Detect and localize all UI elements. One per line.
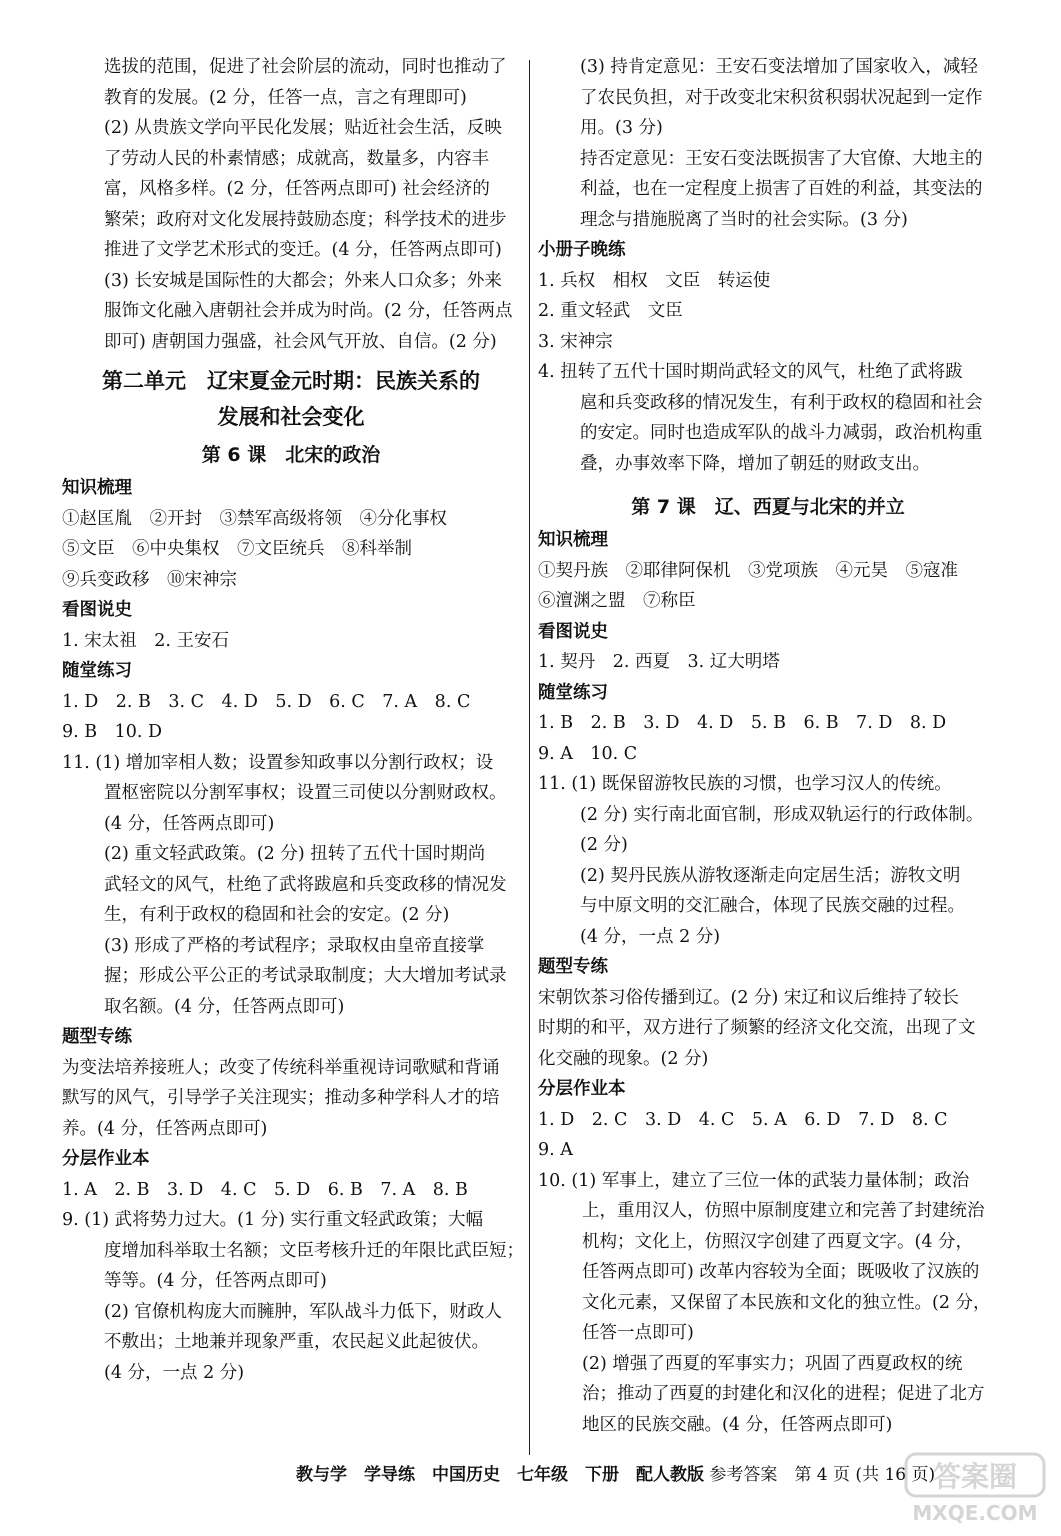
unit-title: 第二单元 辽宋夏金元时期：民族关系的 (102, 369, 480, 393)
answer-line: 等等。(4 分，任答两点即可) (104, 1271, 327, 1291)
answer-line: (2) 从贵族文学向平民化发展；贴近社会生活，反映 (104, 118, 502, 138)
answer-line: (2) 契丹民族从游牧逐渐走向定居生活；游牧文明 (580, 865, 961, 886)
lesson-title: 第 6 课 北宋的政治 (201, 444, 381, 466)
answer-line: 9. A 10. C (538, 743, 638, 764)
answer-line: 武轻文的风气，杜绝了武将跋扈和兵变政移的情况发 (104, 874, 507, 895)
left-column (62, 52, 524, 1388)
section-heading: 小册子晚练 (538, 240, 626, 260)
answer-line: 机构；文化上，仿照汉字创建了西夏文字。(4 分， (582, 1231, 974, 1252)
section-heading: 分层作业本 (62, 1149, 150, 1169)
answer-line: 即可) 唐朝国力强盛，社会风气开放、自信。(2 分) (104, 331, 497, 352)
section-heading: 看图说史 (538, 621, 608, 642)
answer-line: 文化元素，又保留了本民族和文化的独立性。(2 分， (582, 1292, 991, 1313)
answer-line: 2. 重文轻武 文臣 (538, 301, 683, 321)
answer-line: (2) 增强了西夏的军事实力；巩固了西夏政权的统 (582, 1353, 963, 1374)
section-heading: 题型专练 (62, 1027, 132, 1047)
answer-line: 3. 宋神宗 (538, 331, 613, 352)
section-heading: 随堂练习 (538, 682, 608, 703)
answer-line: 扈和兵变政移的情况发生，有利于政权的稳固和社会 (580, 392, 983, 413)
answer-line: 叠，办事效率下降，增加了朝廷的财政支出。 (580, 453, 930, 474)
answer-line: (3) 长安城是国际性的大都会；外来人口众多；外来 (104, 270, 502, 291)
answer-line: 地区的民族交融。(4 分，任答两点即可) (582, 1414, 893, 1435)
answer-line: 选拔的范围，促进了社会阶层的流动，同时也推动了 (104, 57, 507, 77)
answer-line: ①赵匡胤 ②开封 ③禁军高级将领 ④分化事权 (62, 508, 447, 529)
section-heading: 知识梳理 (62, 478, 132, 498)
answer-line: 度增加科举取士名额；文臣考核升迁的年限比武臣短； (104, 1240, 524, 1261)
answer-line: 了农民负担，对于改变北宋积贫积弱状况起到一定作 (580, 87, 983, 108)
footer-series: 教与学 学导练 中国历史 七年级 下册 配人教版 (296, 1465, 704, 1485)
answer-line: (4 分，任答两点即可) (104, 813, 275, 834)
answer-line: (2 分) 实行南北面官制，形成双轨运行的行政体制。 (580, 804, 984, 825)
answer-line: 持否定意见：王安石变法既损害了大官僚、大地主的 (580, 148, 983, 169)
answer-line: 默写的风气，引导学子关注现实；推动多种学科人才的培 (62, 1088, 500, 1108)
answer-line: 4. 扭转了五代十国时期尚武轻文的风气，杜绝了武将跋 (538, 362, 963, 382)
answer-line: 1. D 2. C 3. D 4. C 5. A 6. D 7. D 8. C (538, 1109, 948, 1130)
right-column (538, 52, 998, 1440)
section-heading: 题型专练 (538, 957, 608, 977)
answer-line: 与中原文明的交汇融合，体现了民族交融的过程。 (580, 896, 965, 916)
section-heading: 随堂练习 (62, 661, 132, 681)
answer-line: 9. B 10. D (62, 722, 163, 742)
answer-line: 治；推动了西夏的封建化和汉化的进程；促进了北方 (582, 1384, 985, 1404)
section-heading: 看图说史 (62, 600, 132, 620)
answer-line: 理念与措施脱离了当时的社会实际。(3 分) (580, 209, 908, 230)
answer-line: 时期的和平，双方进行了频繁的经济文化交流，出现了文 (538, 1018, 976, 1038)
unit-title: 发展和社会变化 (217, 405, 365, 429)
section-heading: 知识梳理 (538, 530, 608, 550)
watermark-top: 答案圈 (932, 1460, 1018, 1493)
answer-line: (2 分) (580, 835, 628, 855)
answer-line: 置枢密院以分割军事权；设置三司使以分割财政权。 (104, 783, 507, 803)
answer-line: 养。(4 分，任答两点即可) (62, 1118, 268, 1139)
answer-line: 利益，也在一定程度上损害了百姓的利益，其变法的 (580, 179, 983, 199)
answer-line: 为变法培养接班人；改变了传统科举重视诗词歌赋和背诵 (62, 1057, 500, 1078)
lesson-title: 第 7 课 辽、西夏与北宋的并立 (631, 496, 905, 518)
answer-line: (2) 官僚机构庞大而臃肿，军队战斗力低下，财政人 (104, 1301, 502, 1322)
answer-line: ⑤文臣 ⑥中央集权 ⑦文臣统兵 ⑧科举制 (62, 539, 412, 559)
answer-line: 上，重用汉人，仿照中原制度建立和完善了封建统治 (582, 1201, 985, 1221)
answer-line: ⑨兵变政移 ⑩宋神宗 (62, 569, 237, 590)
answer-line: 不敷出；土地兼并现象严重，农民起义此起彼伏。 (104, 1332, 489, 1352)
answer-line: 繁荣；政府对文化发展持鼓励态度；科学技术的进步 (104, 209, 507, 230)
answer-line: (2) 重文轻武政策。(2 分) 扭转了五代十国时期尚 (104, 844, 486, 864)
answer-line: (4 分，一点 2 分) (580, 926, 721, 947)
watermark-bottom: MXQE.COM (912, 1501, 1038, 1525)
answer-line: 1. 兵权 相权 文臣 转运使 (538, 270, 771, 291)
answer-line: 1. 宋太祖 2. 王安石 (62, 630, 230, 651)
answer-line: ①契丹族 ②耶律阿保机 ③党项族 ④元昊 ⑤寇准 (538, 560, 958, 581)
answer-line: 了劳动人民的朴素情感；成就高，数量多，内容丰 (104, 148, 489, 169)
answer-line: ⑥澶渊之盟 ⑦称臣 (538, 591, 696, 611)
answer-line: (3) 持肯定意见：王安石变法增加了国家收入，减轻 (580, 57, 978, 77)
answer-line: 富，风格多样。(2 分，任答两点即可) 社会经济的 (104, 179, 490, 199)
answer-line: 的安定。同时也造成军队的战斗力减弱，政治机构重 (580, 423, 983, 443)
answer-line: (4 分，一点 2 分) (104, 1362, 245, 1383)
answer-line: 取名额。(4 分，任答两点即可) (104, 996, 345, 1017)
column-divider (529, 60, 530, 1455)
answer-line: 1. B 2. B 3. D 4. D 5. B 6. B 7. D 8. D (538, 713, 947, 733)
answer-line: (3) 形成了严格的考试程序；录取权由皇帝直接掌 (104, 935, 485, 956)
answer-line: 化交融的现象。(2 分) (538, 1048, 709, 1069)
answer-line: 11. (1) 增加宰相人数；设置参知政事以分割行政权；设 (62, 752, 494, 773)
answer-line: 11. (1) 既保留游牧民族的习惯，也学习汉人的传统。 (538, 774, 952, 794)
answer-line: 宋朝饮茶习俗传播到辽。(2 分) 宋辽和议后维持了较长 (538, 987, 959, 1008)
answer-line: 任答一点即可) (582, 1323, 694, 1343)
answer-line: 9. A (538, 1140, 573, 1160)
answer-line: 教育的发展。(2 分，任答一点，言之有理即可) (104, 87, 467, 108)
footer-page: 参考答案 第 4 页 (共 16 页) (709, 1465, 936, 1485)
answer-line: 推进了文学艺术形式的变迁。(4 分，任答两点即可) (104, 240, 502, 260)
answer-line: 握；形成公平公正的考试录取制度；大大增加考试录 (104, 966, 507, 986)
answer-line: 任答两点即可) 改革内容较为全面；既吸收了汉族的 (582, 1262, 980, 1282)
answer-line: 1. 契丹 2. 西夏 3. 辽大明塔 (538, 652, 780, 672)
watermark-logo (900, 1448, 1050, 1528)
answer-line: 1. D 2. B 3. C 4. D 5. D 6. C 7. A 8. C (62, 691, 471, 712)
answer-line: 用。(3 分) (580, 118, 663, 138)
page-footer (296, 1463, 935, 1487)
section-heading: 分层作业本 (538, 1079, 626, 1099)
answer-line: 服饰文化融入唐朝社会并成为时尚。(2 分，任答两点 (104, 301, 513, 321)
answer-line: 1. A 2. B 3. D 4. C 5. D 6. B 7. A 8. B (62, 1179, 468, 1200)
answer-line: 生，有利于政权的稳固和社会的安定。(2 分) (104, 905, 450, 925)
answer-line: 9. (1) 武将势力过大。(1 分) 实行重文轻武政策；大幅 (62, 1210, 484, 1230)
answer-line: 10. (1) 军事上，建立了三位一体的武装力量体制；政治 (538, 1170, 970, 1191)
